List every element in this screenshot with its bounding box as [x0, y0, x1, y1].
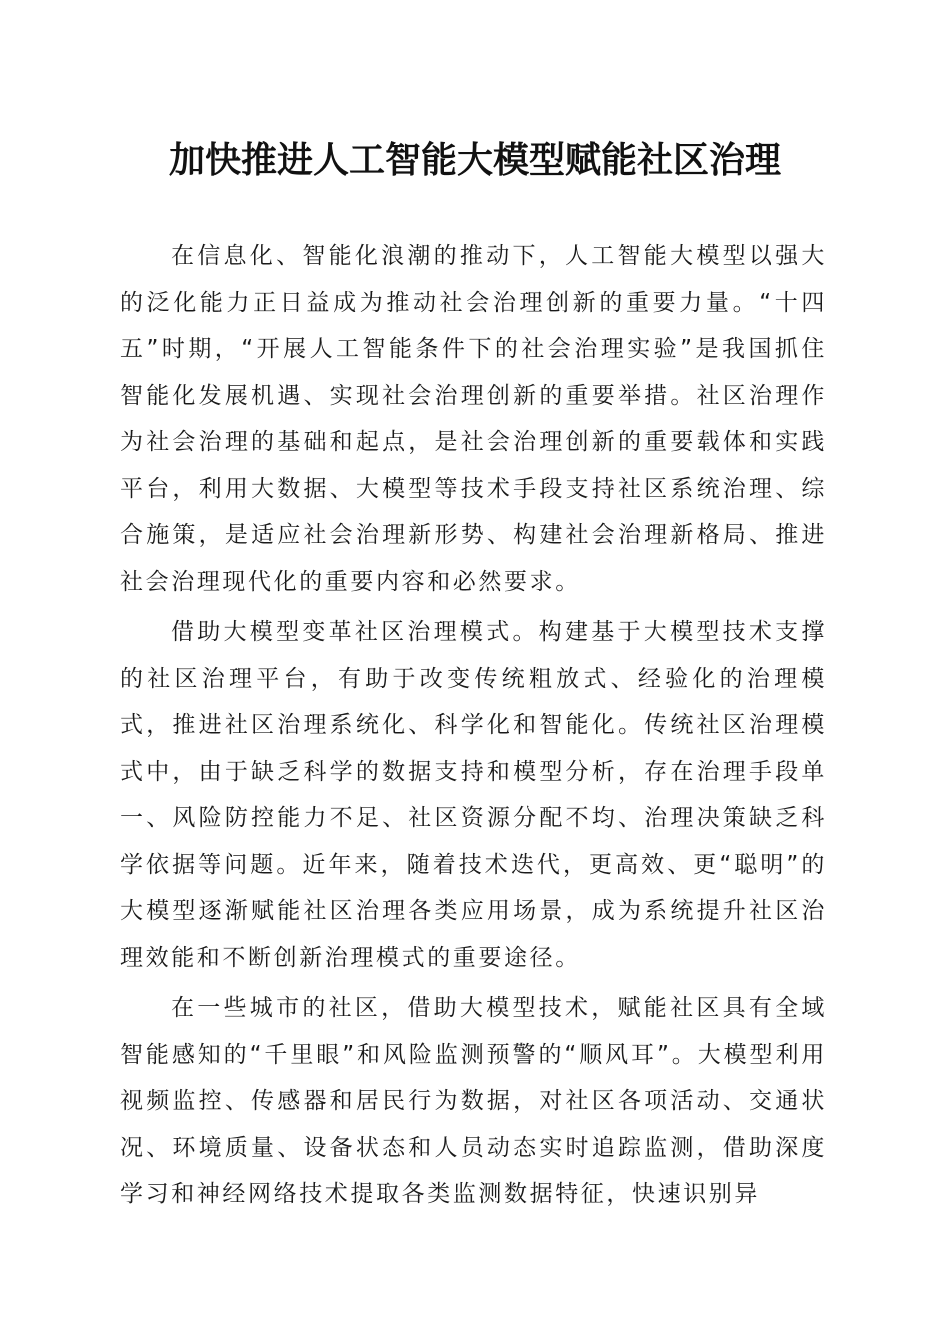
- paragraph-city-community: 在一些城市的社区，借助大模型技术，赋能社区具有全域智能感知的“千里眼”和风险监测预警的“顺风耳”。大模型利用视频监控、传感器和居民行为数据，对社区各项活动、交通状况、环境质量、设备状态和人员动态实时追踪监测，借助深度学习和神经网络技术提取各类监测数据特征，快速识别异: [120, 995, 827, 1207]
- document-title: 加快推进人工智能大模型赋能社区治理: [168, 139, 781, 181]
- document-body: [120, 233, 827, 1222]
- paragraph-intro: 在信息化、智能化浪潮的推动下，人工智能大模型以强大的泛化能力正日益成为推动社会治理创新的重要力量。“十四五”时期，“开展人工智能条件下的社会治理实验”是我国抓住智能化发展机遇、实现社会治理创新的重要举措。社区治理作为社会治理的基础和起点，是社会治理创新的重要载体和实践平台，利用大数据、大模型等技术手段支持社区系统治理、综合施策，是适应社会治理新形势、构建社会治理新格局、推进社会治理现代化的重要内容和必然要求。: [120, 243, 827, 595]
- paragraph-governance-model: 借助大模型变革社区治理模式。构建基于大模型技术支撑的社区治理平台，有助于改变传统粗放式、经验化的治理模式，推进社区治理系统化、科学化和智能化。传统社区治理模式中，由于缺乏科学的数据支持和模型分析，存在治理手段单一、风险防控能力不足、社区资源分配不均、治理决策缺乏科学依据等问题。近年来，随着技术迭代，更高效、更“聪明”的大模型逐渐赋能社区治理各类应用场景，成为系统提升社区治理效能和不断创新治理模式的重要途径。: [120, 619, 827, 971]
